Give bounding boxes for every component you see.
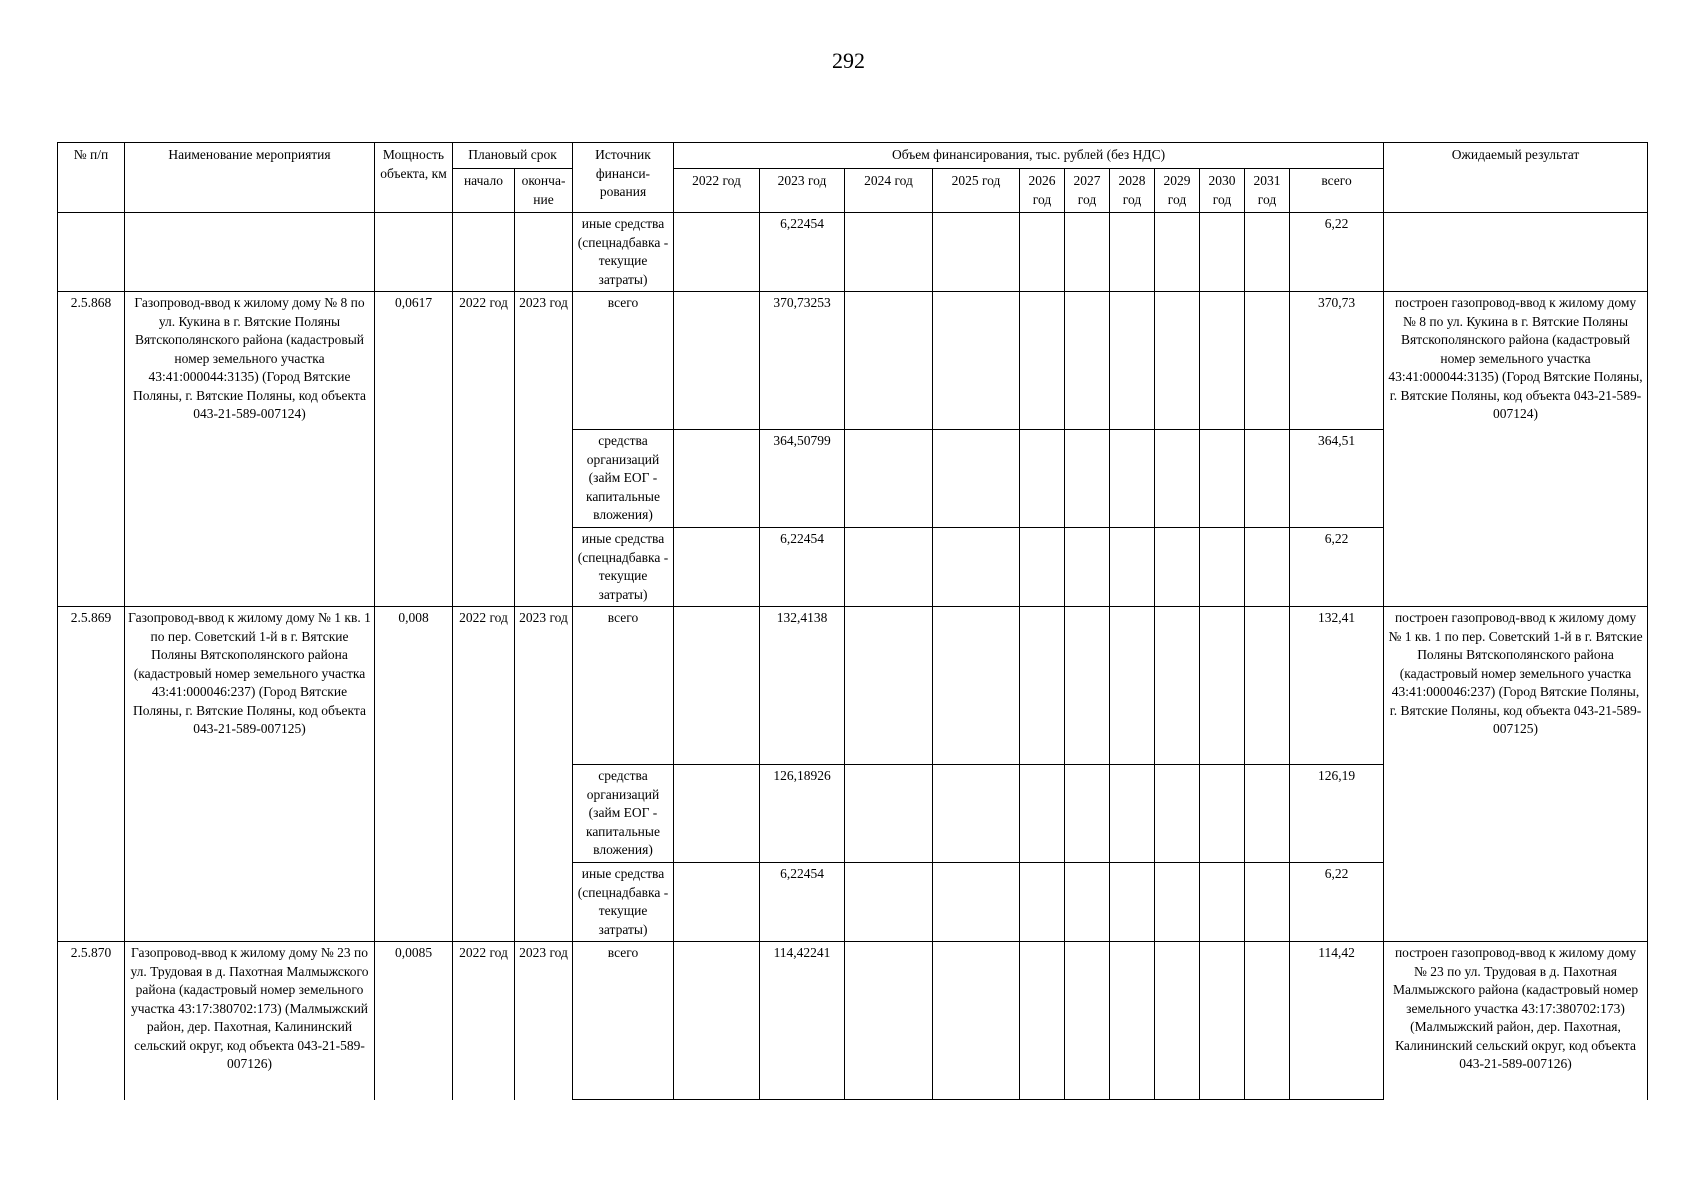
value-2023: 126,18926 (760, 765, 845, 863)
value-2023: 114,42241 (760, 942, 845, 1100)
header-year: 2025 год (933, 169, 1020, 213)
value-total: 114,42 (1290, 942, 1384, 1100)
row-result: построен газопровод-ввод к жилому дому № 23 по ул. Трудовая в д. Пахотная Малмыжского района (кадастровый номер земельного участка 43:17:380702:173) (Малмыжский район, дер. Пахотная, Калининский сельский округ, код объекта 043-21-589-007126) (1384, 942, 1648, 1100)
table-row (58, 292, 1648, 430)
row-start: 2022 год (453, 607, 515, 942)
header-end: оконча-ние (515, 169, 573, 213)
header-year: 2030 год (1200, 169, 1245, 213)
value-total: 132,41 (1290, 607, 1384, 765)
source-cell: иные средства (спецнадбавка - текущие затраты) (573, 528, 674, 607)
value-total: 6,22 (1290, 528, 1384, 607)
table-row (58, 607, 1648, 765)
value-2023: 370,73253 (760, 292, 845, 430)
value-2023: 6,22454 (760, 528, 845, 607)
header-power: Мощность объекта, км (375, 143, 453, 213)
row-power: 0,008 (375, 607, 453, 942)
value-total: 6,22 (1290, 213, 1384, 292)
source-cell: средства организаций (займ ЕОГ - капитальные вложения) (573, 430, 674, 528)
header-year: 2026 год (1020, 169, 1065, 213)
source-cell: иные средства (спецнадбавка - текущие затраты) (573, 863, 674, 942)
row-end: 2023 год (515, 292, 573, 607)
header-num: № п/п (58, 143, 125, 213)
value-2023: 364,50799 (760, 430, 845, 528)
header-funding: Объем финансирования, тыс. рублей (без НДС) (674, 143, 1384, 169)
source-cell: всего (573, 607, 674, 765)
row-num: 2.5.869 (58, 607, 125, 942)
source-cell: всего (573, 942, 674, 1100)
page-number: 292 (832, 48, 865, 73)
source-cell: всего (573, 292, 674, 430)
row-power: 0,0085 (375, 942, 453, 1100)
value-total: 6,22 (1290, 863, 1384, 942)
value-total: 364,51 (1290, 430, 1384, 528)
header-year: 2023 год (760, 169, 845, 213)
header-year: 2022 год (674, 169, 760, 213)
row-num: 2.5.868 (58, 292, 125, 607)
value-2023: 132,4138 (760, 607, 845, 765)
header-plan-term: Плановый срок (453, 143, 573, 169)
row-power: 0,0617 (375, 292, 453, 607)
header-start: начало (453, 169, 515, 213)
row-end: 2023 год (515, 607, 573, 942)
source-cell: средства организаций (займ ЕОГ - капитальные вложения) (573, 765, 674, 863)
row-name: Газопровод-ввод к жилому дому № 1 кв. 1 по пер. Советский 1-й в г. Вятские Поляны Вятскополянского района (кадастровый номер земельного участка 43:41:000046:237) (Город Вятские Поляны, г. Вятские Поляны, код объекта 043-21-589-007125) (125, 607, 375, 942)
value-total: 370,73 (1290, 292, 1384, 430)
table-row (58, 213, 1648, 292)
value-total: 126,19 (1290, 765, 1384, 863)
row-result: построен газопровод-ввод к жилому дому № 1 кв. 1 по пер. Советский 1-й в г. Вятские Поляны Вятскополянского района (кадастровый номер земельного участка 43:41:000046:237) (Город Вятские Поляны, г. Вятские Поляны, код объекта 043-21-589-007125) (1384, 607, 1648, 942)
row-num: 2.5.870 (58, 942, 125, 1100)
header-year: 2029 год (1155, 169, 1200, 213)
header-year: 2024 год (845, 169, 933, 213)
source-cell: иные средства (спецнадбавка - текущие затраты) (573, 213, 674, 292)
value-2023: 6,22454 (760, 213, 845, 292)
header-year: 2027 год (1065, 169, 1110, 213)
row-end: 2023 год (515, 942, 573, 1100)
header-result: Ожидаемый результат (1384, 143, 1648, 213)
header-year: 2028 год (1110, 169, 1155, 213)
value-2023: 6,22454 (760, 863, 845, 942)
header-total: всего (1290, 169, 1384, 213)
funding-table (57, 142, 1648, 1100)
header-name: Наименование мероприятия (125, 143, 375, 213)
row-start: 2022 год (453, 292, 515, 607)
header-source: Источник финанси-рования (573, 143, 674, 213)
row-name: Газопровод-ввод к жилому дому № 23 по ул. Трудовая в д. Пахотная Малмыжского района (кадастровый номер земельного участка 43:17:380702:173) (Малмыжский район, дер. Пахотная, Калининский сельский округ, код объекта 043-21-589-007126) (125, 942, 375, 1100)
row-name: Газопровод-ввод к жилому дому № 8 по ул. Кукина в г. Вятские Поляны Вятскополянского района (кадастровый номер земельного участка 43:41:000044:3135) (Город Вятские Поляны, г. Вятские Поляны, код объекта 043-21-589-007124) (125, 292, 375, 607)
header-year: 2031 год (1245, 169, 1290, 213)
row-result: построен газопровод-ввод к жилому дому № 8 по ул. Кукина в г. Вятские Поляны Вятскополянского района (кадастровый номер земельного участка 43:41:000044:3135) (Город Вятские Поляны, г. Вятские Поляны, код объекта 043-21-589-007124) (1384, 292, 1648, 607)
table-row (58, 942, 1648, 1100)
row-start: 2022 год (453, 942, 515, 1100)
